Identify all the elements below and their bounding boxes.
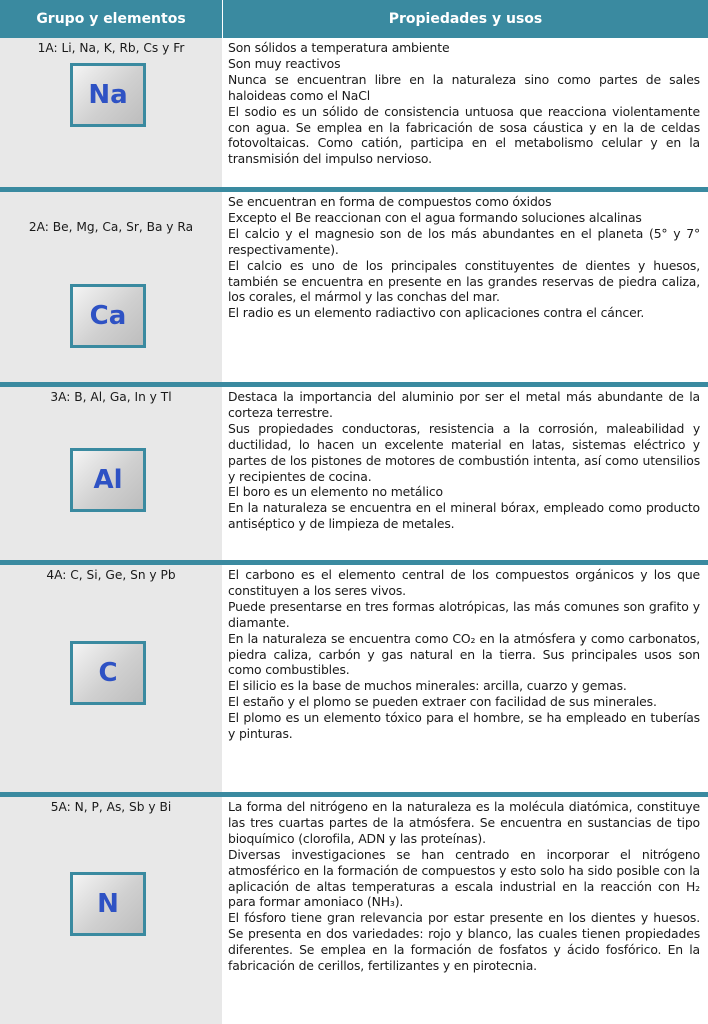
table-header <box>0 0 708 38</box>
header-group-column: Grupo y elementos <box>0 0 223 38</box>
property-text: En la naturaleza se encuentra en el mineral bórax, empleado como producto antiséptico y de limpieza de metales. <box>228 500 700 532</box>
property-text: La forma del nitrógeno en la naturaleza es la molécula diatómica, constituye las tres cuartas partes de la atmósfera. Se encuentra en sustancias de tipo bioquímico (clorofila, ADN y las proteínas). <box>228 799 700 846</box>
property-text: El boro es un elemento no metálico <box>228 484 443 500</box>
element-tile: Na <box>70 63 146 127</box>
property-text: El calcio es uno de los principales constituyentes de dientes y huesos, también se encuentra en presente en las grandes reservas de piedra caliza, los corales, el mármol y las conchas del mar. <box>228 257 700 305</box>
property-text: Diversas investigaciones se han centrado en incorporar el nitrógeno atmosférico en la formación de compuestos y esto solo ha sido posible con la aplicación de altas temperaturas a escala industrial en la reacción con H₂ para formar amoniaco (NH₃). <box>228 846 700 910</box>
element-tile: Al <box>70 448 146 512</box>
properties-cell <box>223 565 708 792</box>
element-tile: N <box>70 872 146 936</box>
properties-cell <box>223 797 708 1024</box>
property-text: Sus propiedades conductoras, resistencia a la corrosión, maleabilidad y ductilidad, lo hacen un excelente material en latas, sistemas eléctrico y partes de los pistones de motores de combustión intenta, así como utensilios y recipientes de cocina. <box>228 420 700 484</box>
property-text: El radio es un elemento radiactivo con aplicaciones contra el cáncer. <box>228 305 645 321</box>
property-text: Puede presentarse en tres formas alotrópicas, las más comunes son grafito y diamante. <box>228 598 700 630</box>
property-text: Se encuentran en forma de compuestos como óxidos <box>228 194 552 209</box>
group-label: 1A: Li, Na, K, Rb, Cs y Fr <box>37 41 185 55</box>
table-row <box>0 565 708 792</box>
property-text: El silicio es la base de muchos minerales: arcilla, cuarzo y gemas. <box>228 678 627 694</box>
property-text: Excepto el Be reaccionan con el agua formando soluciones alcalinas <box>228 209 642 225</box>
table-row <box>0 192 708 382</box>
property-text: El sodio es un sólido de consistencia untuosa que reacciona violentamente con agua. Se emplea en la fabricación de sosa cáustica y en la de celdas fotovoltaicas. Como catión, participa en el metabolismo celular y en la transmisión del impulso nervioso. <box>228 103 700 167</box>
group-label: 2A: Be, Mg, Ca, Sr, Ba y Ra <box>28 220 194 234</box>
property-text: El fósforo tiene gran relevancia por estar presente en los dientes y huesos. Se presenta en dos variedades: rojo y blanco, las cuales tienen propiedades diferentes. Se emplea en la formación de fosfatos y ácido fosfórico. En la fabricación de cerillos, fertilizantes y en pirotecnia. <box>228 910 700 974</box>
property-text: Destaca la importancia del aluminio por ser el metal más abundante de la corteza terrestre. <box>228 389 700 420</box>
group-cell <box>0 797 223 1024</box>
properties-cell <box>223 387 708 560</box>
properties-cell <box>223 38 708 187</box>
element-tile: Ca <box>70 284 146 348</box>
group-label: 5A: N, P, As, Sb y Bi <box>50 800 172 814</box>
group-cell <box>0 387 223 560</box>
element-tile: C <box>70 641 146 705</box>
property-text: En la naturaleza se encuentra como CO₂ en la atmósfera y como carbonatos, piedra caliza, carbón y gas natural en la tierra. Sus principales usos son como combustibles. <box>228 630 700 678</box>
property-text: Son sólidos a temperatura ambiente <box>228 40 450 55</box>
header-properties-column: Propiedades y usos <box>388 11 543 27</box>
property-text: El calcio y el magnesio son de los más abundantes en el planeta (5° y 7° respectivamente). <box>228 225 700 257</box>
property-text: Son muy reactivos <box>228 55 341 71</box>
property-text: Nunca se encuentran libre en la naturaleza sino como partes de sales haloideas como el NaCl <box>228 71 700 103</box>
property-text: El plomo es un elemento tóxico para el hombre, se ha empleado en tuberías y pinturas. <box>228 710 700 742</box>
group-cell <box>0 38 223 187</box>
group-cell <box>0 192 223 382</box>
properties-cell <box>223 192 708 382</box>
property-text: El estaño y el plomo se pueden extraer con facilidad de sus minerales. <box>228 694 657 710</box>
property-text: El carbono es el elemento central de los compuestos orgánicos y los que constituyen a los seres vivos. <box>228 567 700 598</box>
group-cell <box>0 565 223 792</box>
table-row <box>0 38 708 187</box>
table-row <box>0 387 708 560</box>
group-label: 4A: C, Si, Ge, Sn y Pb <box>46 568 176 582</box>
group-label: 3A: B, Al, Ga, In y Tl <box>50 390 172 404</box>
table-row <box>0 797 708 1024</box>
